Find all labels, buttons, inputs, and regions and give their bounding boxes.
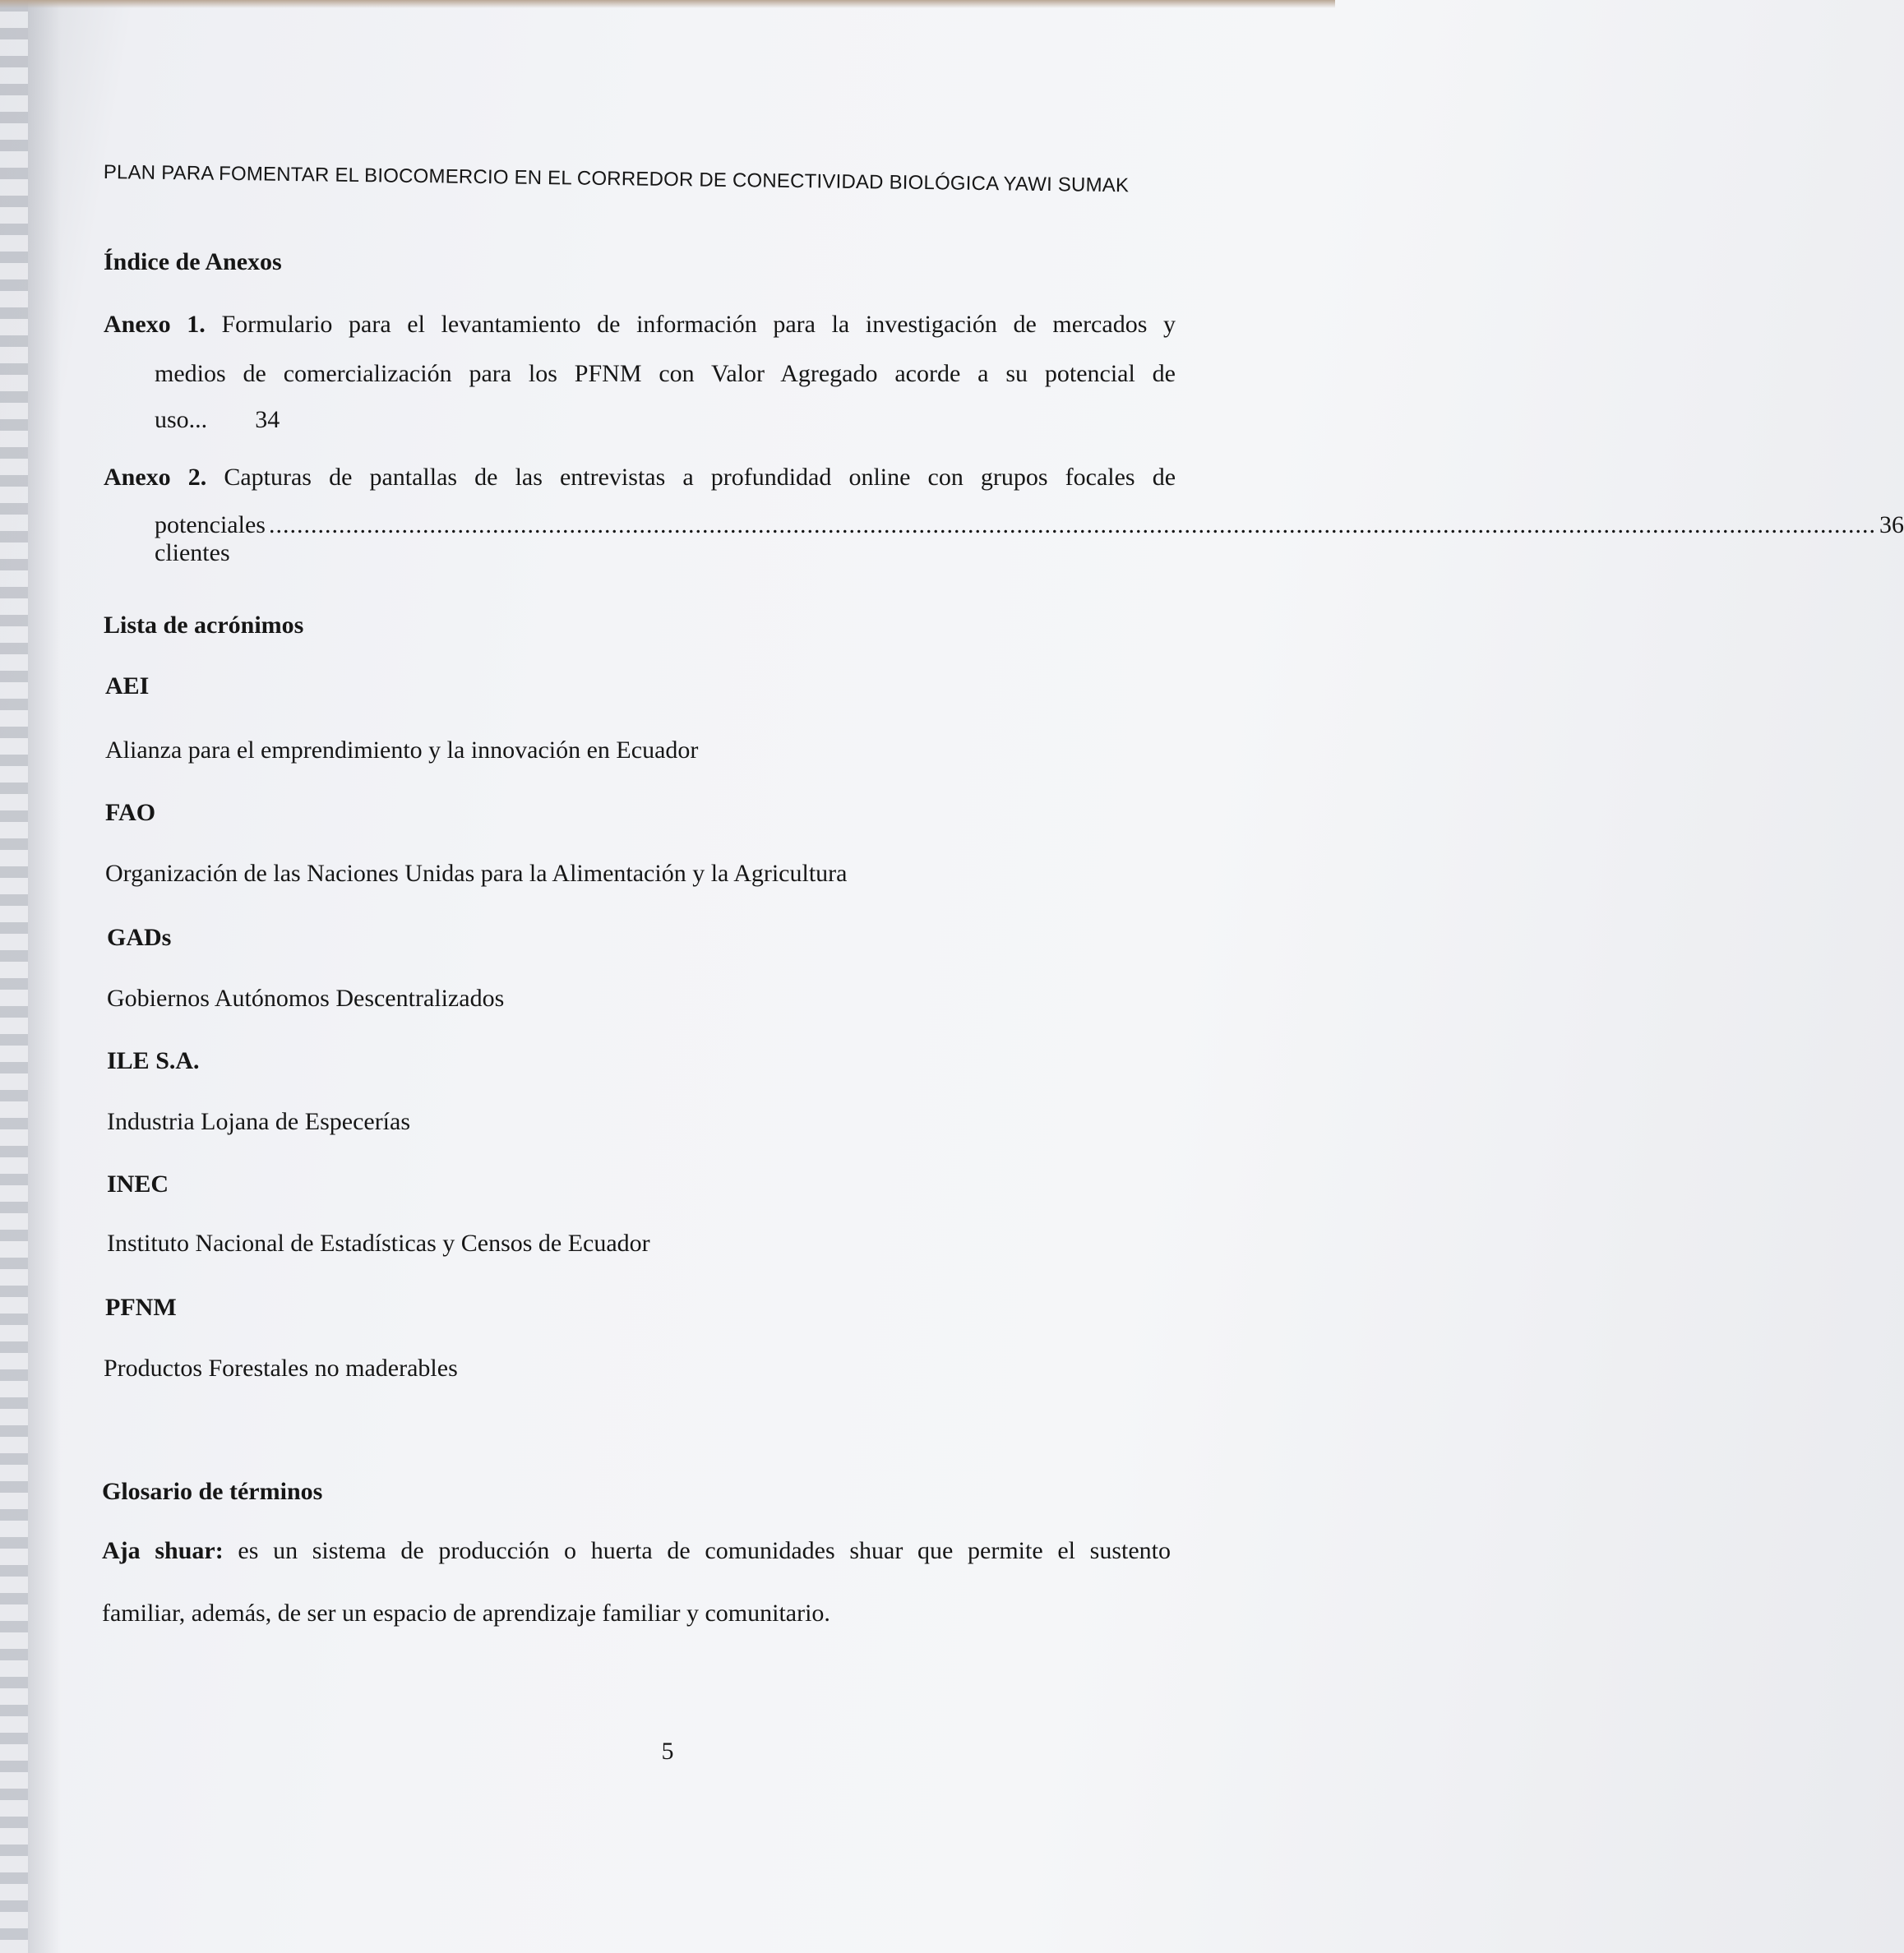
acronyms-heading: Lista de acrónimos [104, 612, 304, 639]
glossary-entry-line-2: familiar, además, de ser un espacio de aprendizaje familiar y comunitario. [102, 1600, 830, 1627]
anexos-heading: Índice de Anexos [104, 248, 282, 275]
anexo-2-line-1 [104, 464, 1176, 492]
running-header: PLAN PARA FOMENTAR EL BIOCOMERCIO EN EL CORREDOR DE CONECTIVIDAD BIOLÓGICA YAWI SUMAK [103, 161, 1130, 197]
anexo-1-text-3: uso... [155, 406, 208, 433]
acronym-definition: Organización de las Naciones Unidas para la Alimentación y la Agricultura [105, 860, 848, 887]
anexo-1-line-3 [155, 406, 280, 434]
acronym-definition: Alianza para el emprendimiento y la innovación en Ecuador [105, 736, 699, 764]
anexo-2-text-2: potenciales clientes [155, 511, 266, 566]
page-top-edge [0, 0, 1335, 8]
acronym-definition: Industria Lojana de Especerías [107, 1108, 411, 1135]
glossary-heading: Glosario de términos [102, 1478, 323, 1505]
page-number: 5 [661, 1738, 674, 1765]
binding-shadow [28, 0, 61, 1953]
acronym-definition: Productos Forestales no maderables [104, 1355, 458, 1382]
anexo-2-line-2 [155, 511, 1904, 567]
glossary-definition-1: es un sistema de producción o huerta de comunidades shuar que permite el sustento [238, 1537, 1172, 1564]
acronym-term: AEI [105, 672, 150, 699]
acronym-term: FAO [105, 799, 156, 826]
anexo-2-label: Anexo 2. [104, 464, 207, 491]
anexo-1-label: Anexo 1. [104, 311, 206, 338]
anexo-2-page: 36 [1879, 511, 1904, 538]
acronym-definition: Instituto Nacional de Estadísticas y Censos de Ecuador [107, 1230, 650, 1257]
glossary-entry-line-1 [102, 1537, 1171, 1565]
anexo-1-text-1: Formulario para el levantamiento de información para la investigación de mercados y [221, 311, 1176, 338]
anexo-1-line-2: medios de comercialización para los PFNM con Valor Agregado acorde a su potencial de [155, 360, 1176, 387]
toc-leader-dots: ...................................................................................................................................................................................................................................... [268, 511, 1876, 538]
spiral-binding-edge [0, 0, 28, 1953]
acronym-term: GADs [107, 924, 172, 951]
anexo-1-line-1 [104, 311, 1176, 339]
anexo-2-text-1: Capturas de pantallas de las entrevistas a profundidad online con grupos focales de [224, 464, 1176, 491]
anexo-1-page: 34 [255, 406, 280, 433]
glossary-term: Aja shuar: [102, 1537, 224, 1564]
acronym-definition: Gobiernos Autónomos Descentralizados [107, 985, 505, 1012]
acronym-term: INEC [107, 1170, 169, 1198]
acronym-term: ILE S.A. [107, 1047, 200, 1074]
acronym-term: PFNM [105, 1294, 177, 1321]
